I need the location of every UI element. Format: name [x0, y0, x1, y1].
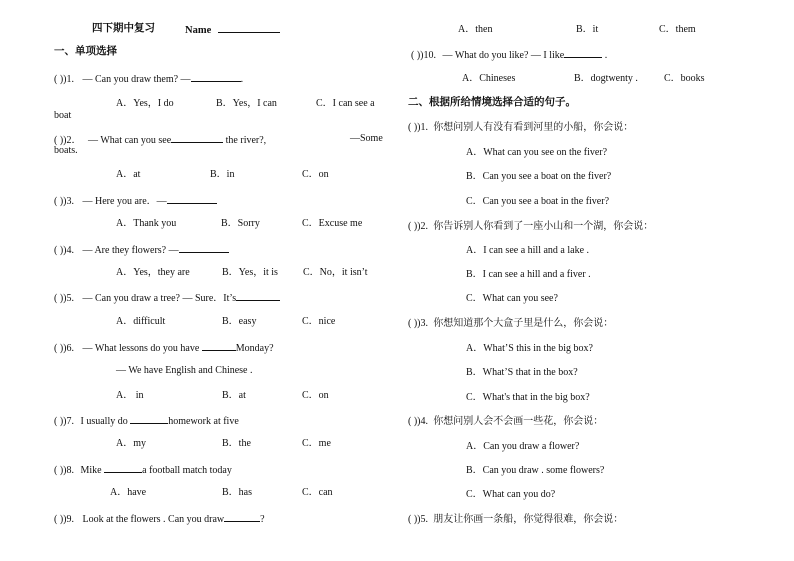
question-3: ( ))3. — Here you are．—	[54, 193, 217, 208]
name-field	[185, 22, 280, 37]
q7-option-c: C．me	[302, 438, 331, 449]
situation-2: ( ))2. 你告诉别人你看到了一座小山和一个湖，你会说：	[408, 221, 654, 232]
answer-blank	[104, 462, 142, 473]
q6-option-c: C．on	[302, 390, 329, 401]
q2-option-b: B．in	[210, 169, 235, 180]
s3-option-c: C．What's that in the big box?	[466, 392, 590, 403]
q1-option-a: A．Yes，I do	[116, 98, 174, 109]
question-9: ( ))9. Look at the flowers . Can you draw ?	[54, 511, 265, 526]
q10-option-c: C．books	[664, 73, 705, 84]
q2-wrap: boats.	[54, 145, 78, 156]
situation-4: ( ))4. 你想问别人会不会画一些花，你会说：	[408, 416, 604, 427]
q6-line2: — We have English and Chinese .	[116, 365, 253, 376]
question-8: ( ))8. Mike a football match today	[54, 462, 232, 477]
s3-option-a: A．What’S this in the big box?	[466, 343, 593, 354]
s4-option-b: B．Can you draw . some flowers?	[466, 465, 605, 476]
q10-option-b: B．dogtwenty .	[574, 73, 638, 84]
q2-option-a: A．at	[116, 169, 141, 180]
answer-blank	[171, 132, 223, 143]
q4-option-a: A．Yes，they are	[116, 267, 190, 278]
s2-option-c: C．What can you see?	[466, 293, 558, 304]
q1-option-b: B．Yes，I can	[216, 98, 277, 109]
q2-option-c: C．on	[302, 169, 329, 180]
question-1: ( ))1. — Can you draw them? — .	[54, 71, 243, 86]
q6-option-b: B．at	[222, 390, 246, 401]
answer-blank	[167, 193, 217, 204]
q8-option-a: A．have	[110, 487, 147, 498]
q3-option-c: C．Excuse me	[302, 218, 363, 229]
answer-blank	[224, 511, 260, 522]
name-label: Name	[185, 25, 212, 36]
section2-heading: 二、根据所给情境选择合适的句子。	[408, 96, 576, 108]
q8-option-c: C．can	[302, 487, 333, 498]
question-6: ( ))6. — What lessons do you have Monday?	[54, 340, 274, 355]
situation-1: ( ))1. 你想问别人有没有看到河里的小船，你会说：	[408, 122, 634, 133]
q9-option-c: C．them	[659, 24, 696, 35]
q7-option-b: B．the	[222, 438, 251, 449]
q9-option-b: B．it	[576, 24, 599, 35]
question-4: ( ))4. — Are they flowers? —	[54, 242, 229, 257]
q10-option-a: A．Chineses	[462, 73, 516, 84]
page-title: 四下期中复习	[92, 22, 155, 34]
s2-option-a: A．I can see a hill and a lake .	[466, 245, 590, 256]
q1-option-c: C．I can see a	[316, 98, 375, 109]
q5-option-b: B．easy	[222, 316, 257, 327]
question-7: ( ))7. I usually do homework at five	[54, 413, 239, 428]
q6-option-a: A． in	[116, 390, 144, 401]
situation-5: ( ))5. 朋友让你画一条船，你觉得很难，你会说：	[408, 514, 624, 525]
q8-option-b: B．has	[222, 487, 252, 498]
q5-option-c: C．nice	[302, 316, 336, 327]
question-10: ( ))10. — What do you like? — I like .	[411, 47, 607, 62]
answer-blank	[202, 340, 236, 351]
s2-option-b: B．I can see a hill and a fiver .	[466, 269, 591, 280]
answer-blank	[130, 413, 168, 424]
situation-3: ( ))3. 你想知道那个大盒子里是什么，你会说：	[408, 318, 614, 329]
question-2: ( ))2． — What can you see the river?,	[54, 132, 266, 147]
question-5: ( ))5. — Can you draw a tree? — Sure．It’s	[54, 290, 280, 305]
q1-wrap: boat	[54, 110, 72, 121]
q7-option-a: A．my	[116, 438, 146, 449]
answer-paren: ( )	[54, 74, 64, 85]
s4-option-a: A．Can you draw a flower?	[466, 441, 580, 452]
section1-heading: 一、单项选择	[54, 45, 117, 57]
s3-option-b: B．What’S that in the box?	[466, 367, 578, 378]
answer-blank	[236, 290, 280, 301]
s1-option-a: A．What can you see on the fiver?	[466, 147, 608, 158]
answer-blank	[564, 47, 602, 58]
answer-blank	[179, 242, 229, 253]
q3-option-a: A．Thank you	[116, 218, 177, 229]
q2-right: —Some	[350, 133, 383, 144]
q9-option-a: A．then	[458, 24, 493, 35]
s1-option-c: C．Can you see a boat in the fiver?	[466, 196, 610, 207]
q3-option-b: B．Sorry	[221, 218, 260, 229]
name-blank	[218, 22, 280, 33]
q4-option-b: B．Yes，it is	[222, 267, 278, 278]
answer-blank	[191, 71, 241, 82]
s4-option-c: C．What can you do?	[466, 489, 556, 500]
s1-option-b: B．Can you see a boat on the fiver?	[466, 171, 612, 182]
q5-option-a: A．difficult	[116, 316, 166, 327]
q4-option-c: C．No，it isn’t	[303, 267, 368, 278]
